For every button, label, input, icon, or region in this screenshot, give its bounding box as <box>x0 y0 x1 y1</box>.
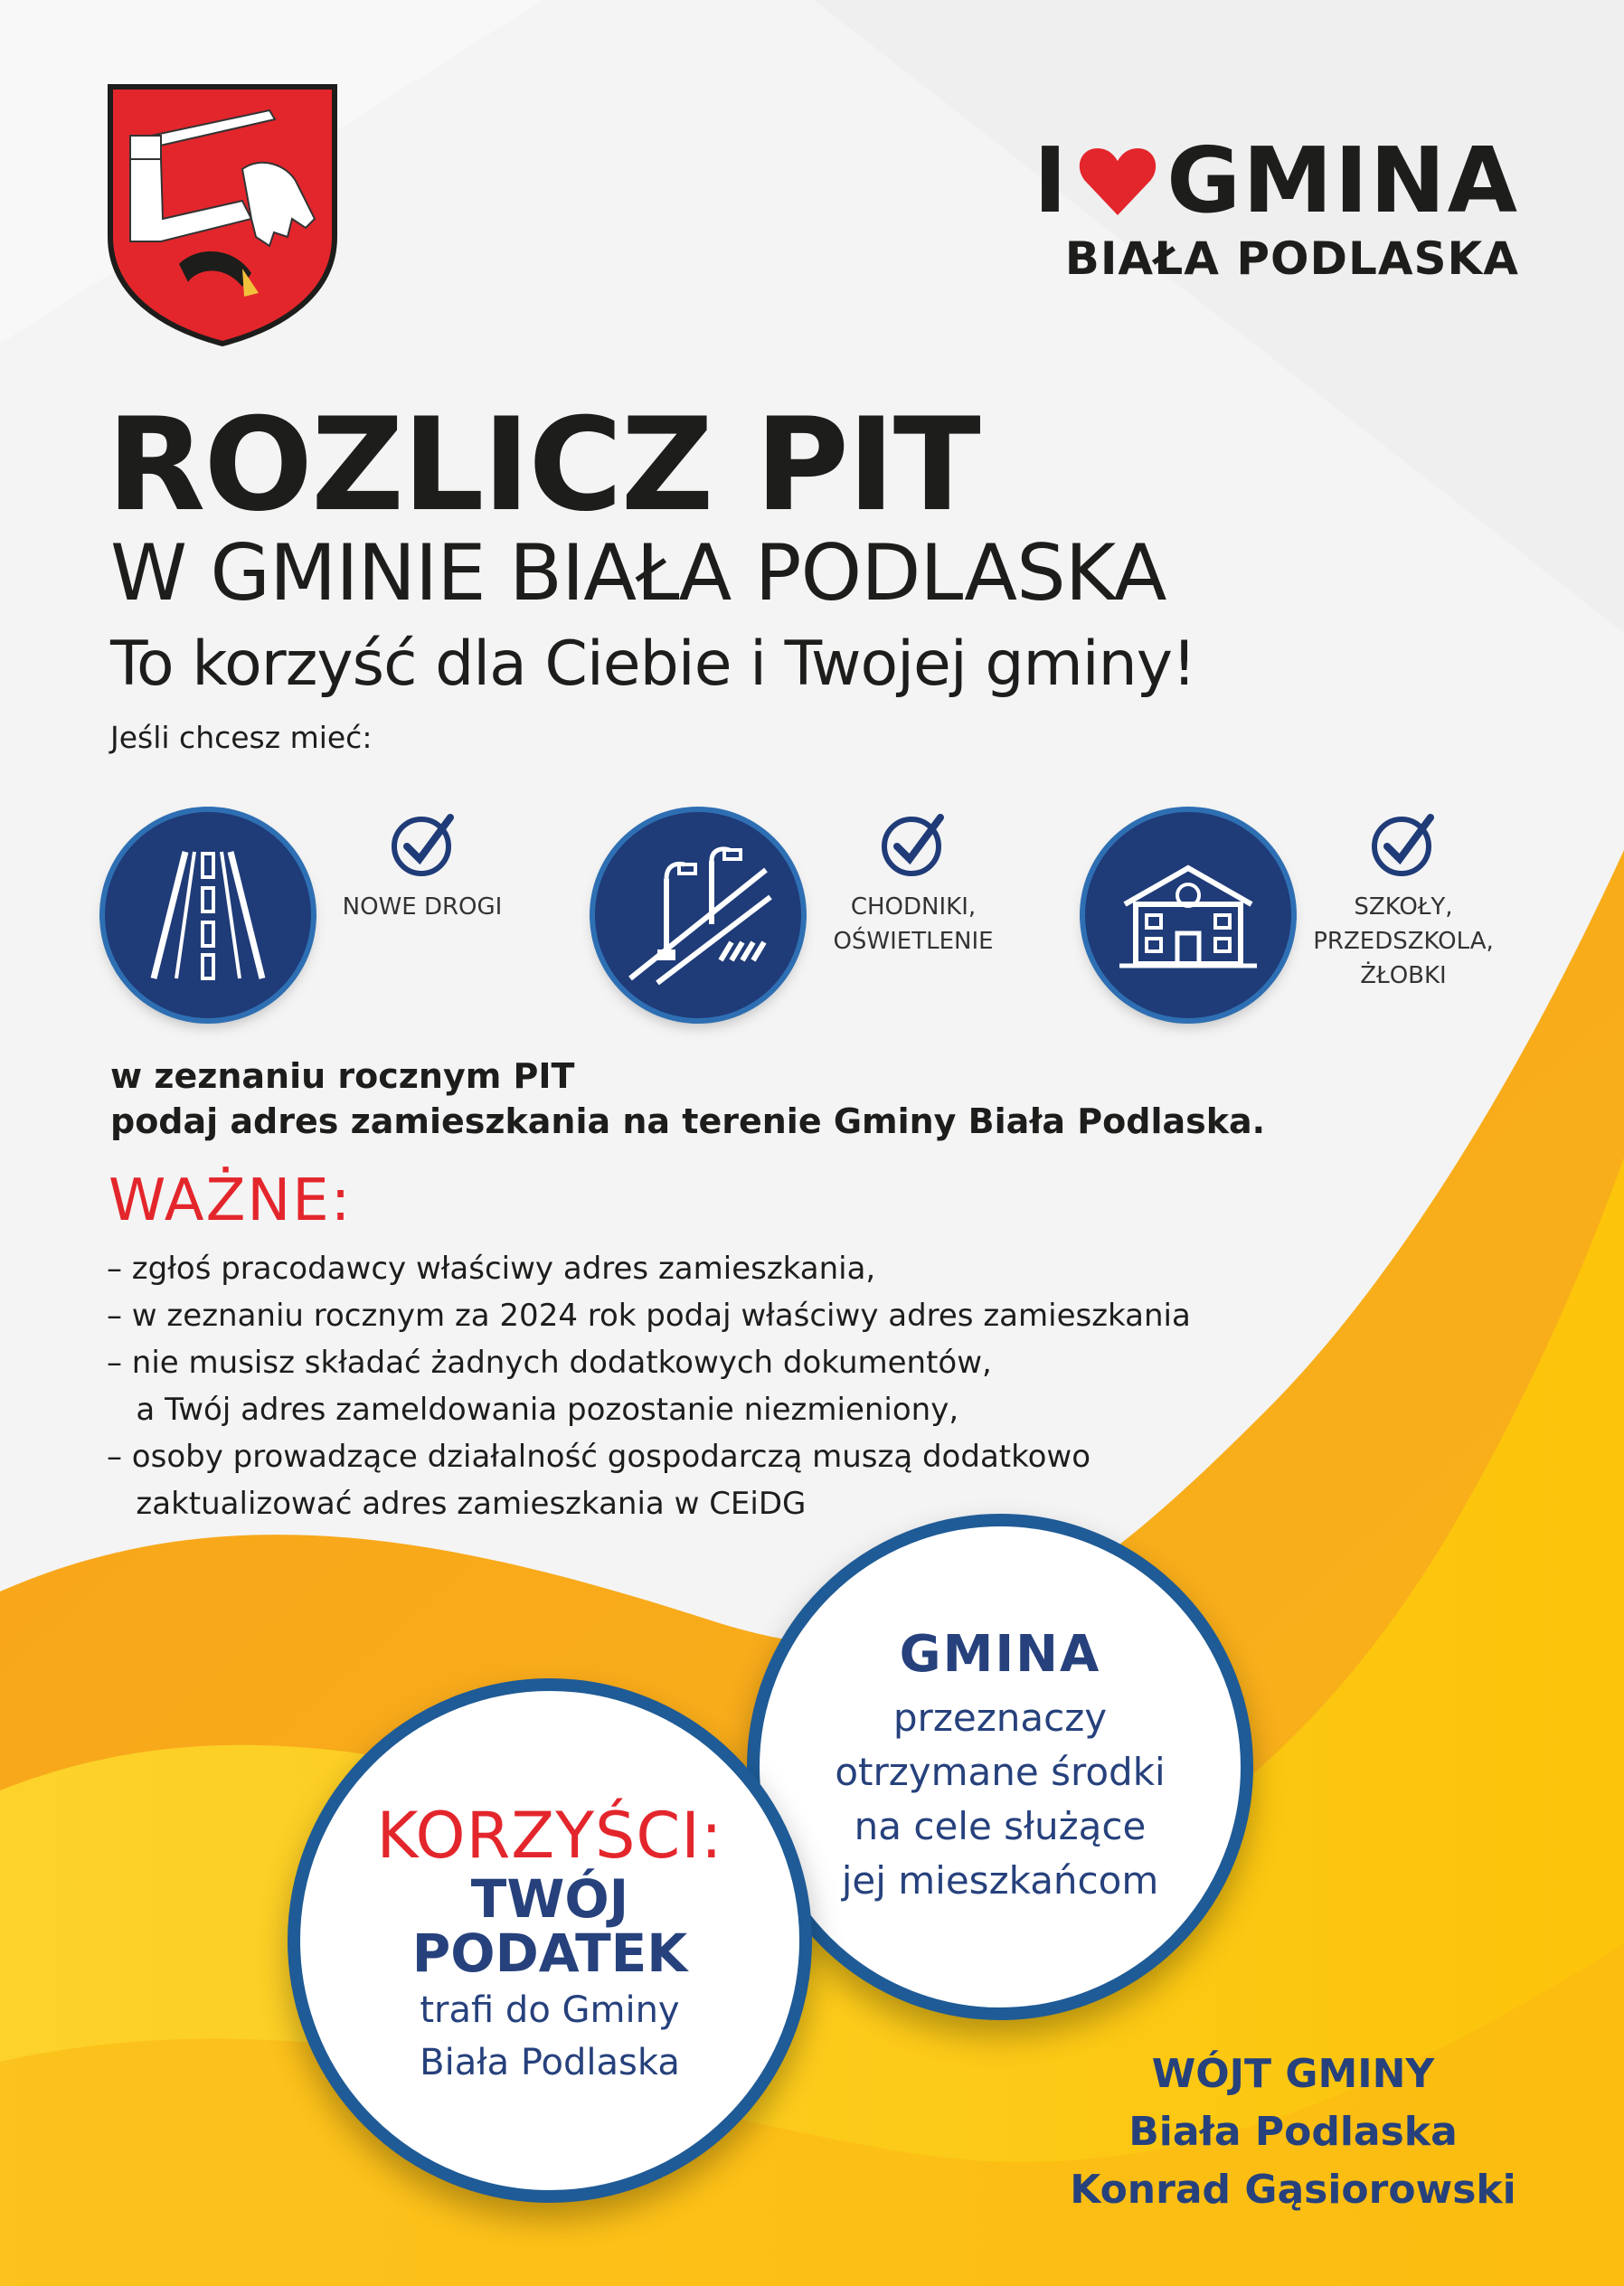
check-icon <box>387 810 456 879</box>
page-subtitle: W GMINIE BIAŁA PODLASKA <box>110 528 1166 619</box>
feature-schools-circle <box>1085 812 1291 1018</box>
gmina-bubble-title: GMINA <box>899 1625 1101 1684</box>
check-icon <box>1367 810 1436 879</box>
heart-icon <box>1078 145 1157 217</box>
feature-roads-label: NOWE DROGI <box>342 893 503 921</box>
list-item: – osoby prowadzące działalność gospodarczą muszą dodatkowo <box>107 1439 1091 1475</box>
benefits-bubble-title: KORZYŚCI: <box>376 1799 723 1873</box>
road-icon <box>140 843 276 987</box>
list-item: zaktualizować adres zamieszkania w CEiDG <box>107 1486 807 1522</box>
list-item: – zgłoś pracodawcy właściwy adres zamieszkania, <box>107 1251 876 1287</box>
check-icon <box>877 810 946 879</box>
street-lamp-icon <box>621 843 775 987</box>
feature-lighting-label: CHODNIKI, OŚWIETLENIE <box>833 893 994 955</box>
gmina-bubble-text: przeznaczy otrzymane środki na cele służące jej mieszkańcom <box>835 1696 1166 1903</box>
school-building-icon <box>1116 861 1260 969</box>
page-title: ROZLICZ PIT <box>107 391 979 540</box>
logo-place: BIAŁA PODLASKA <box>1064 232 1519 285</box>
important-heading: WAŻNE: <box>109 1167 353 1234</box>
feature-schools-label: SZKOŁY, PRZEDSZKOLA, ŻŁOBKI <box>1313 893 1494 989</box>
list-item: – w zeznaniu rocznym za 2024 rok podaj właściwy adres zamieszkania <box>107 1298 1191 1334</box>
pit-note: w zeznaniu rocznym PIT podaj adres zamieszkania na terenie Gminy Biała Podlaska. <box>110 1056 1266 1141</box>
feature-roads-circle <box>105 812 311 1018</box>
logo-word: GMINA <box>1166 128 1519 233</box>
benefits-bubble-text: trafi do Gminy Biała Podlaska <box>420 1989 680 2083</box>
logo-prefix: I <box>1033 128 1070 233</box>
tagline: To korzyść dla Ciebie i Twojej gminy! <box>110 628 1196 700</box>
benefits-bubble <box>288 1678 812 2203</box>
important-list <box>107 1245 1191 1527</box>
intro-text: Jeśli chcesz mieć: <box>110 720 373 755</box>
list-item: a Twój adres zameldowania pozostanie niezmieniony, <box>107 1392 959 1428</box>
signature: WÓJT GMINY Biała Podlaska Konrad Gąsiorowski <box>1070 2051 1516 2213</box>
benefits-bubble-strong: TWÓJ PODATEK <box>411 1868 688 1984</box>
coat-of-arms-emblem <box>107 83 338 347</box>
list-item: – nie musisz składać żadnych dodatkowych dokumentów, <box>107 1345 992 1381</box>
i-love-gmina-logo <box>995 128 1519 286</box>
feature-lighting-circle <box>595 812 801 1018</box>
gmina-bubble <box>747 1514 1253 2020</box>
